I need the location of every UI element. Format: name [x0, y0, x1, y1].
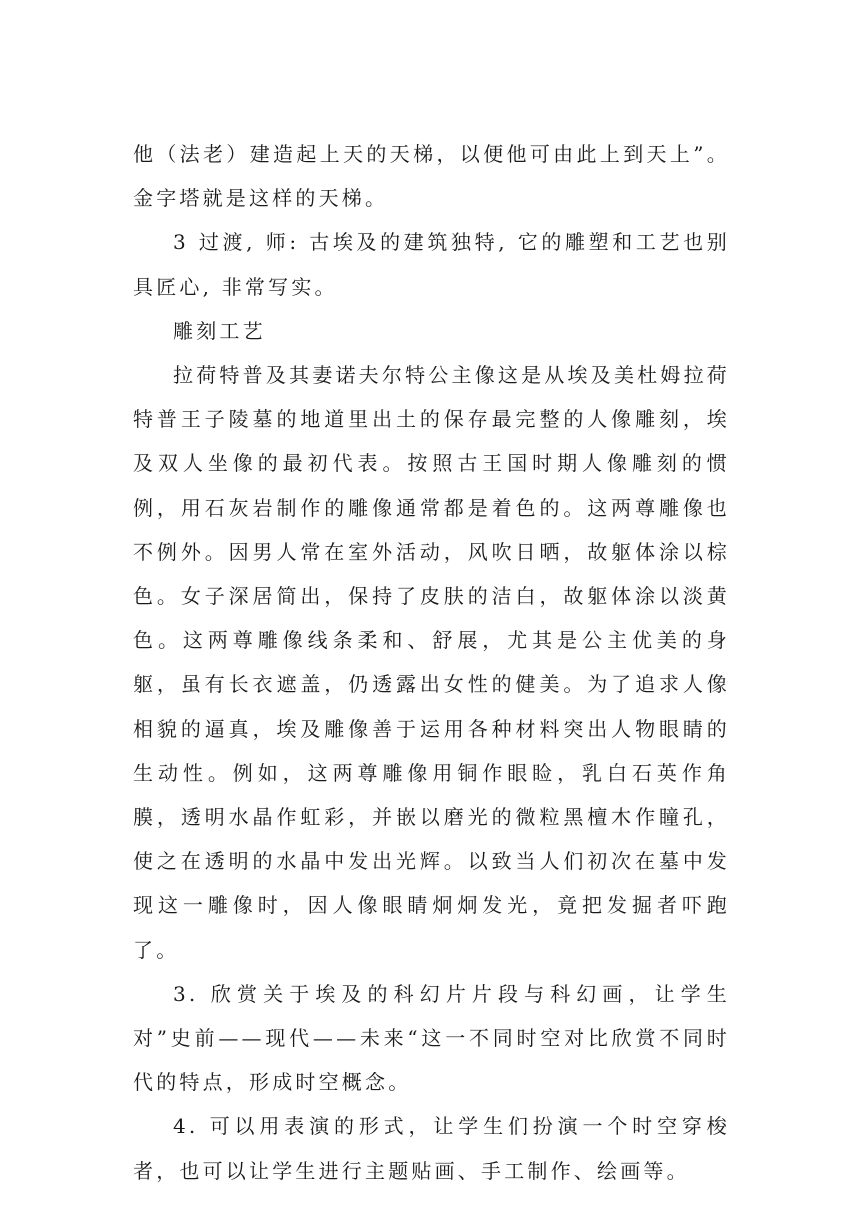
- document-page: [133, 132, 730, 1193]
- paragraph-performance-activity: 4. 可以用表演的形式，让学生们扮演一个时空穿梭者，也可以让学生进行主题贴画、手工制作、绘画等。: [133, 1114, 730, 1183]
- paragraph-transition: 3 过渡, 师: 古埃及的建筑独特, 它的雕塑和工艺也别具匠心, 非常写实。: [133, 230, 730, 299]
- paragraph-continuation: 他（法老）建造起上天的天梯，以便他可由此上到天上”。金字塔就是这样的天梯。: [133, 142, 730, 211]
- paragraph-scifi-appreciation: 3. 欣赏关于埃及的科幻片片段与科幻画，让学生对”史前——现代——未来“这一不同时空对比欣赏不同时代的特点，形成时空概念。: [133, 981, 730, 1095]
- section-heading-carving: 雕刻工艺: [173, 318, 266, 343]
- paragraph-statue-description: 拉荷特普及其妻诺夫尔特公主像这是从埃及美杜姆拉荷特普王子陵墓的地道里出土的保存最完整的人像雕刻，埃及双人坐像的最初代表。按照古王国时期人像雕刻的惯例，用石灰岩制作的雕像通常都是着色的。这两尊雕像也不例外。因男人常在室外活动，风吹日晒，故躯体涂以棕色。女子深居简出，保持了皮肤的洁白，故躯体涂以淡黄色。这两尊雕像线条柔和、舒展，尤其是公主优美的身躯，虽有长衣遮盖，仍透露出女性的健美。为了追求人像相貌的逼真，埃及雕像善于运用各种材料突出人物眼睛的生动性。例如，这两尊雕像用铜作眼睑，乳白石英作角膜，透明水晶作虹彩，并嵌以磨光的微粒黑檀木作瞳孔，使之在透明的水晶中发出光辉。以致当人们初次在墓中发现这一雕像时，因人像眼睛炯炯发光，竟把发掘者吓跑了。: [133, 363, 730, 962]
